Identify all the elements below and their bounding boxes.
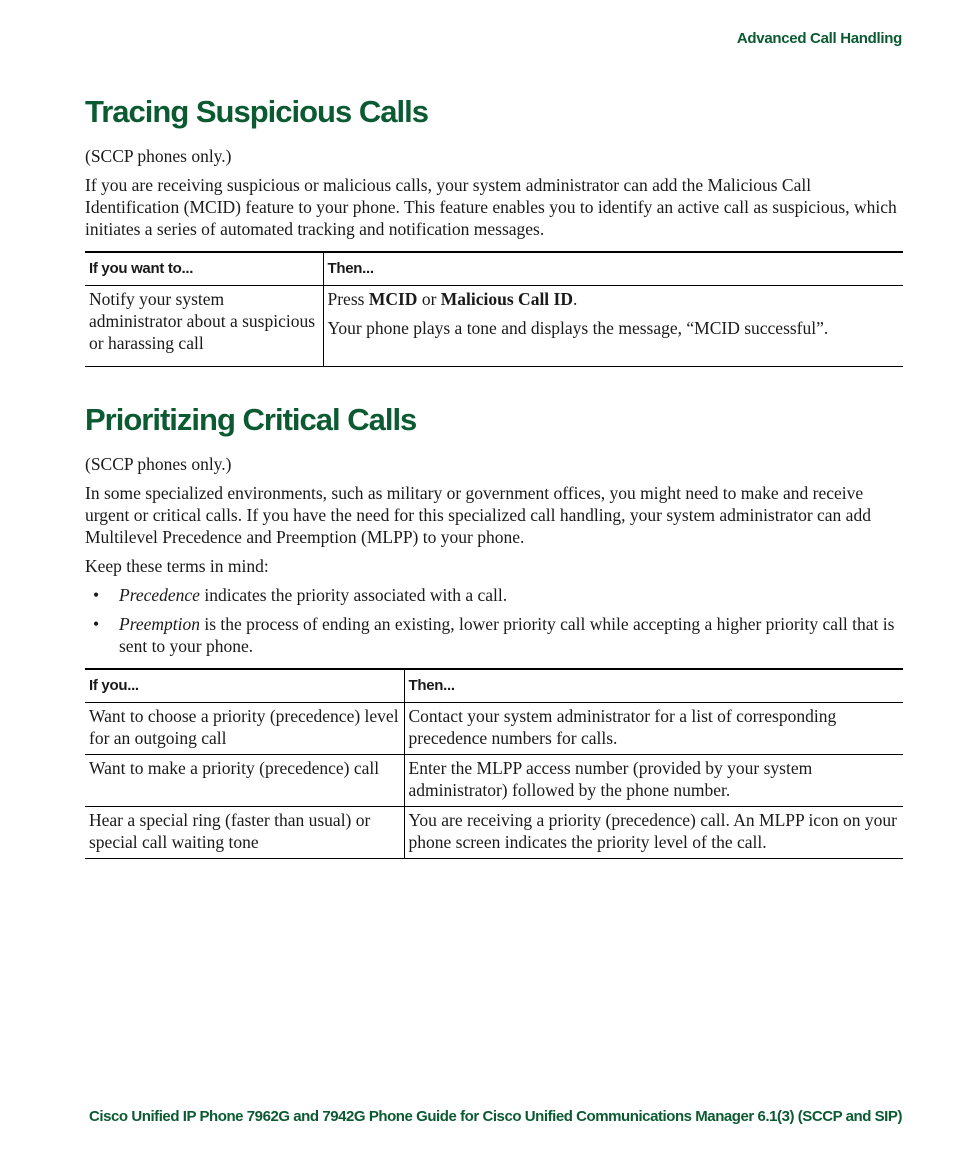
table-cell-condition: Notify your system administrator about a suspicious or harassing call xyxy=(85,286,323,367)
list-item xyxy=(85,613,905,657)
section-intro: If you are receiving suspicious or malicious calls, your system administrator can add the Malicious Call Identification (MCID) feature to your phone. This feature enables you to identify an active call as suspicious, which initiates a series of automated tracking and notification messages. xyxy=(85,175,897,239)
softkey-label: Malicious Call ID xyxy=(440,289,573,309)
table-cell-action xyxy=(323,286,903,367)
mcid-table xyxy=(85,251,903,367)
table-header-cell: Then... xyxy=(404,669,903,703)
section-note: (SCCP phones only.) xyxy=(85,146,232,166)
section-title: Prioritizing Critical Calls xyxy=(85,402,417,437)
table-header-cell: Then... xyxy=(323,252,903,286)
table-header-cell: If you want to... xyxy=(85,252,323,286)
table-row xyxy=(85,755,903,807)
table-header-row xyxy=(85,669,903,703)
action-text: or xyxy=(417,289,441,309)
bullet-icon: • xyxy=(93,585,100,605)
table-row xyxy=(85,807,903,859)
mlpp-table xyxy=(85,668,903,859)
term: Precedence xyxy=(119,585,200,605)
term-definition: indicates the priority associated with a call. xyxy=(199,585,508,605)
running-footer: Cisco Unified IP Phone 7962G and 7942G Phone Guide for Cisco Unified Communications Manager 6.1(3) (SCCP and SIP) xyxy=(89,1108,902,1125)
term-definition: is the process of ending an existing, lower priority call while accepting a higher priority call that is sent to your phone. xyxy=(119,614,895,656)
action-text: Press xyxy=(327,289,369,309)
action-note: Your phone plays a tone and displays the message, “MCID successful”. xyxy=(327,318,829,338)
table-row xyxy=(85,703,903,755)
action-instruction xyxy=(328,288,900,310)
action-text: . xyxy=(573,289,578,309)
table-cell-action: You are receiving a priority (precedence) call. An MLPP icon on your phone screen indicates the priority level of the call. xyxy=(404,807,903,859)
section-note: (SCCP phones only.) xyxy=(85,454,232,474)
section-title: Tracing Suspicious Calls xyxy=(85,94,428,129)
table-cell-condition: Want to choose a priority (precedence) level for an outgoing call xyxy=(85,703,404,755)
table-cell-action: Enter the MLPP access number (provided by your system administrator) followed by the phone number. xyxy=(404,755,903,807)
table-cell-condition: Want to make a priority (precedence) call xyxy=(85,755,404,807)
term: Preemption xyxy=(119,614,200,634)
section-intro: In some specialized environments, such as military or government offices, you might need to make and receive urgent or critical calls. If you have the need for this specialized call handling, your system administrator can add Multilevel Precedence and Preemption (MLPP) to your phone. xyxy=(85,483,871,547)
terms-intro: Keep these terms in mind: xyxy=(85,556,269,576)
table-header-row xyxy=(85,252,903,286)
table-header-cell: If you... xyxy=(85,669,404,703)
list-item xyxy=(85,584,905,606)
table-cell-condition: Hear a special ring (faster than usual) or special call waiting tone xyxy=(85,807,404,859)
running-header: Advanced Call Handling xyxy=(736,30,902,47)
table-row xyxy=(85,286,903,367)
table-cell-action: Contact your system administrator for a list of corresponding precedence numbers for calls. xyxy=(404,703,903,755)
softkey-label: MCID xyxy=(368,289,418,309)
terms-list xyxy=(85,584,905,664)
bullet-icon: • xyxy=(93,614,100,634)
